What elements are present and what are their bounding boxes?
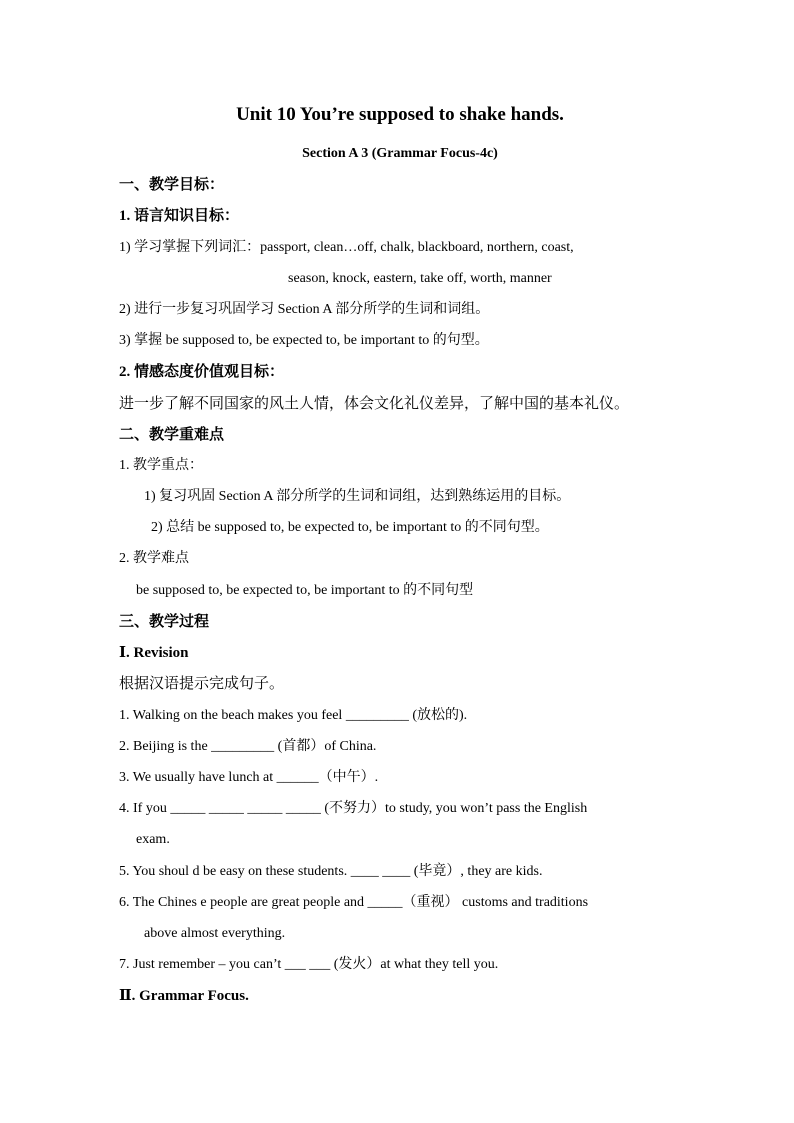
objective-item-3: 3) 掌握 be supposed to, be expected to, be important to 的句型。 xyxy=(119,333,489,348)
key-point-1-b: 2) 总结 be supposed to, be expected to, be important to 的不同句型。 xyxy=(151,520,549,535)
question-1: 1. Walking on the beach makes you feel _________ (放松的). xyxy=(119,708,468,723)
section-process-heading: 三、教学过程 xyxy=(119,614,210,630)
language-knowledge-heading: 1. 语言知识目标： xyxy=(119,208,240,224)
key-point-2-a: be supposed to, be expected to, be important to 的不同句型 xyxy=(136,583,474,598)
emotion-values-text: 进一步了解不同国家的风土人情，体会文化礼仪差异，了解中国的基本礼仪。 xyxy=(119,396,630,412)
question-5: 5. You shoul d be easy on these students. ____ ____ (毕竟）, they are kids. xyxy=(119,864,543,879)
key-point-2: 2. 教学难点 xyxy=(119,551,189,566)
grammar-focus-heading: Ⅱ. Grammar Focus. xyxy=(119,988,249,1004)
question-3: 3. We usually have lunch at ______（中午）. xyxy=(119,770,379,785)
section-objectives-heading: 一、教学目标： xyxy=(119,177,225,193)
revision-instruction: 根据汉语提示完成句子。 xyxy=(119,676,285,692)
objective-item-2: 2) 进行一步复习巩固学习 Section A 部分所学的生词和词组。 xyxy=(119,302,490,317)
section-key-points-heading: 二、教学重难点 xyxy=(119,427,225,443)
question-4: 4. If you _____ _____ _____ _____ (不努力）to study, you won’t pass the English xyxy=(119,801,588,816)
objective-item-1-continued: season, knock, eastern, take off, worth, manner xyxy=(288,271,552,286)
revision-heading: Ⅰ. Revision xyxy=(119,645,189,661)
question-6-continued: above almost everything. xyxy=(144,926,286,941)
page-subtitle: Section A 3 (Grammar Focus-4c) xyxy=(302,146,498,161)
page-title: Unit 10 You’re supposed to shake hands. xyxy=(236,104,564,125)
key-point-1: 1. 教学重点： xyxy=(119,458,203,473)
question-7: 7. Just remember – you can’t ___ ___ (发火）at what they tell you. xyxy=(119,957,499,972)
key-point-1-a: 1) 复习巩固 Section A 部分所学的生词和词组，达到熟练运用的目标。 xyxy=(144,489,571,504)
question-2: 2. Beijing is the _________ (首都）of China. xyxy=(119,739,377,754)
question-6: 6. The Chines e people are great people and _____（重视） customs and traditions xyxy=(119,895,589,910)
question-4-continued: exam. xyxy=(136,832,170,847)
emotion-values-heading: 2. 情感态度价值观目标： xyxy=(119,364,285,380)
objective-item-1: 1) 学习掌握下列词汇：passport, clean…off, chalk, blackboard, northern, coast, xyxy=(119,240,574,255)
